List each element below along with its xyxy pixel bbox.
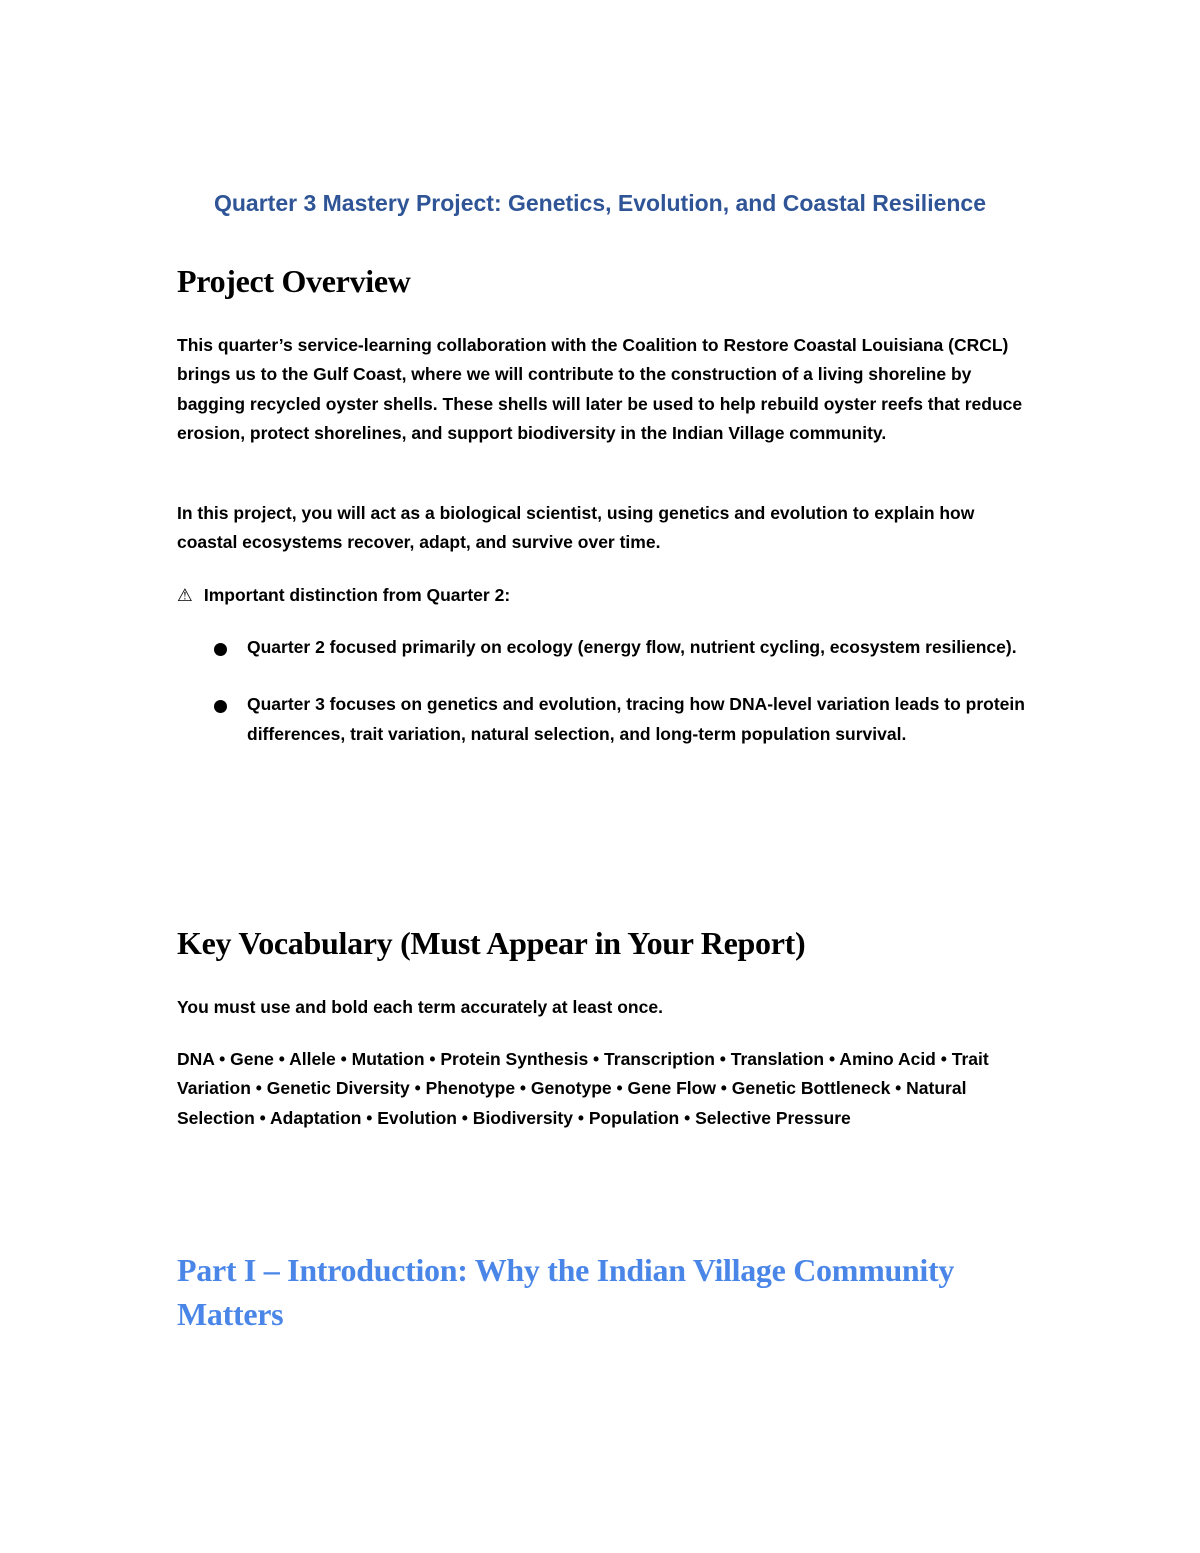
vocabulary-instruction: You must use and bold each term accurately at least once.: [177, 997, 663, 1017]
list-item: [177, 690, 1027, 749]
list-item-text: Quarter 2 focused primarily on ecology (energy flow, nutrient cycling, ecosystem resilience).: [247, 637, 1017, 657]
overview-paragraph: This quarter’s service-learning collaboration with the Coalition to Restore Coastal Louisiana (CRCL) brings us to the Gulf Coast, where we will contribute to the construction of a living shoreline by bagging recycled oyster shells. These shells will later be used to help rebuild oyster reefs that reduce erosion, protect shorelines, and support biodiversity in the Indian Village community.: [177, 335, 1023, 444]
warning-icon: ⚠: [177, 585, 193, 605]
document-title: Quarter 3 Mastery Project: Genetics, Evolution, and Coastal Resilience: [213, 190, 987, 216]
warning-text: Important distinction from Quarter 2:: [203, 585, 511, 605]
project-role-paragraph: In this project, you will act as a biological scientist, using genetics and evolution to explain how coastal ecosystems recover, adapt, and survive over time.: [177, 503, 975, 553]
bullet-icon: [214, 643, 227, 656]
part-one-heading: Part I – Introduction: Why the Indian Village Community Matters: [177, 1252, 955, 1332]
list-item: [177, 633, 1027, 662]
list-item-text: Quarter 3 focuses on genetics and evolution, tracing how DNA-level variation leads to protein differences, trait variation, natural selection, and long-term population survival.: [247, 694, 1025, 744]
bullet-icon: [214, 700, 227, 713]
warning-line: [177, 581, 1027, 610]
project-overview-heading: Project Overview: [177, 263, 411, 299]
vocabulary-terms: DNA • Gene • Allele • Mutation • Protein Synthesis • Transcription • Translation • Amino Acid • Trait Variation • Genetic Diversity • Phenotype • Genotype • Gene Flow • Genetic Bottleneck • Natural Selection • Adaptation • Evolution • Biodiversity • Population • Selective Pressure: [177, 1049, 989, 1128]
quarter-comparison-list: [177, 633, 1027, 777]
key-vocabulary-heading: Key Vocabulary (Must Appear in Your Report): [177, 925, 806, 961]
